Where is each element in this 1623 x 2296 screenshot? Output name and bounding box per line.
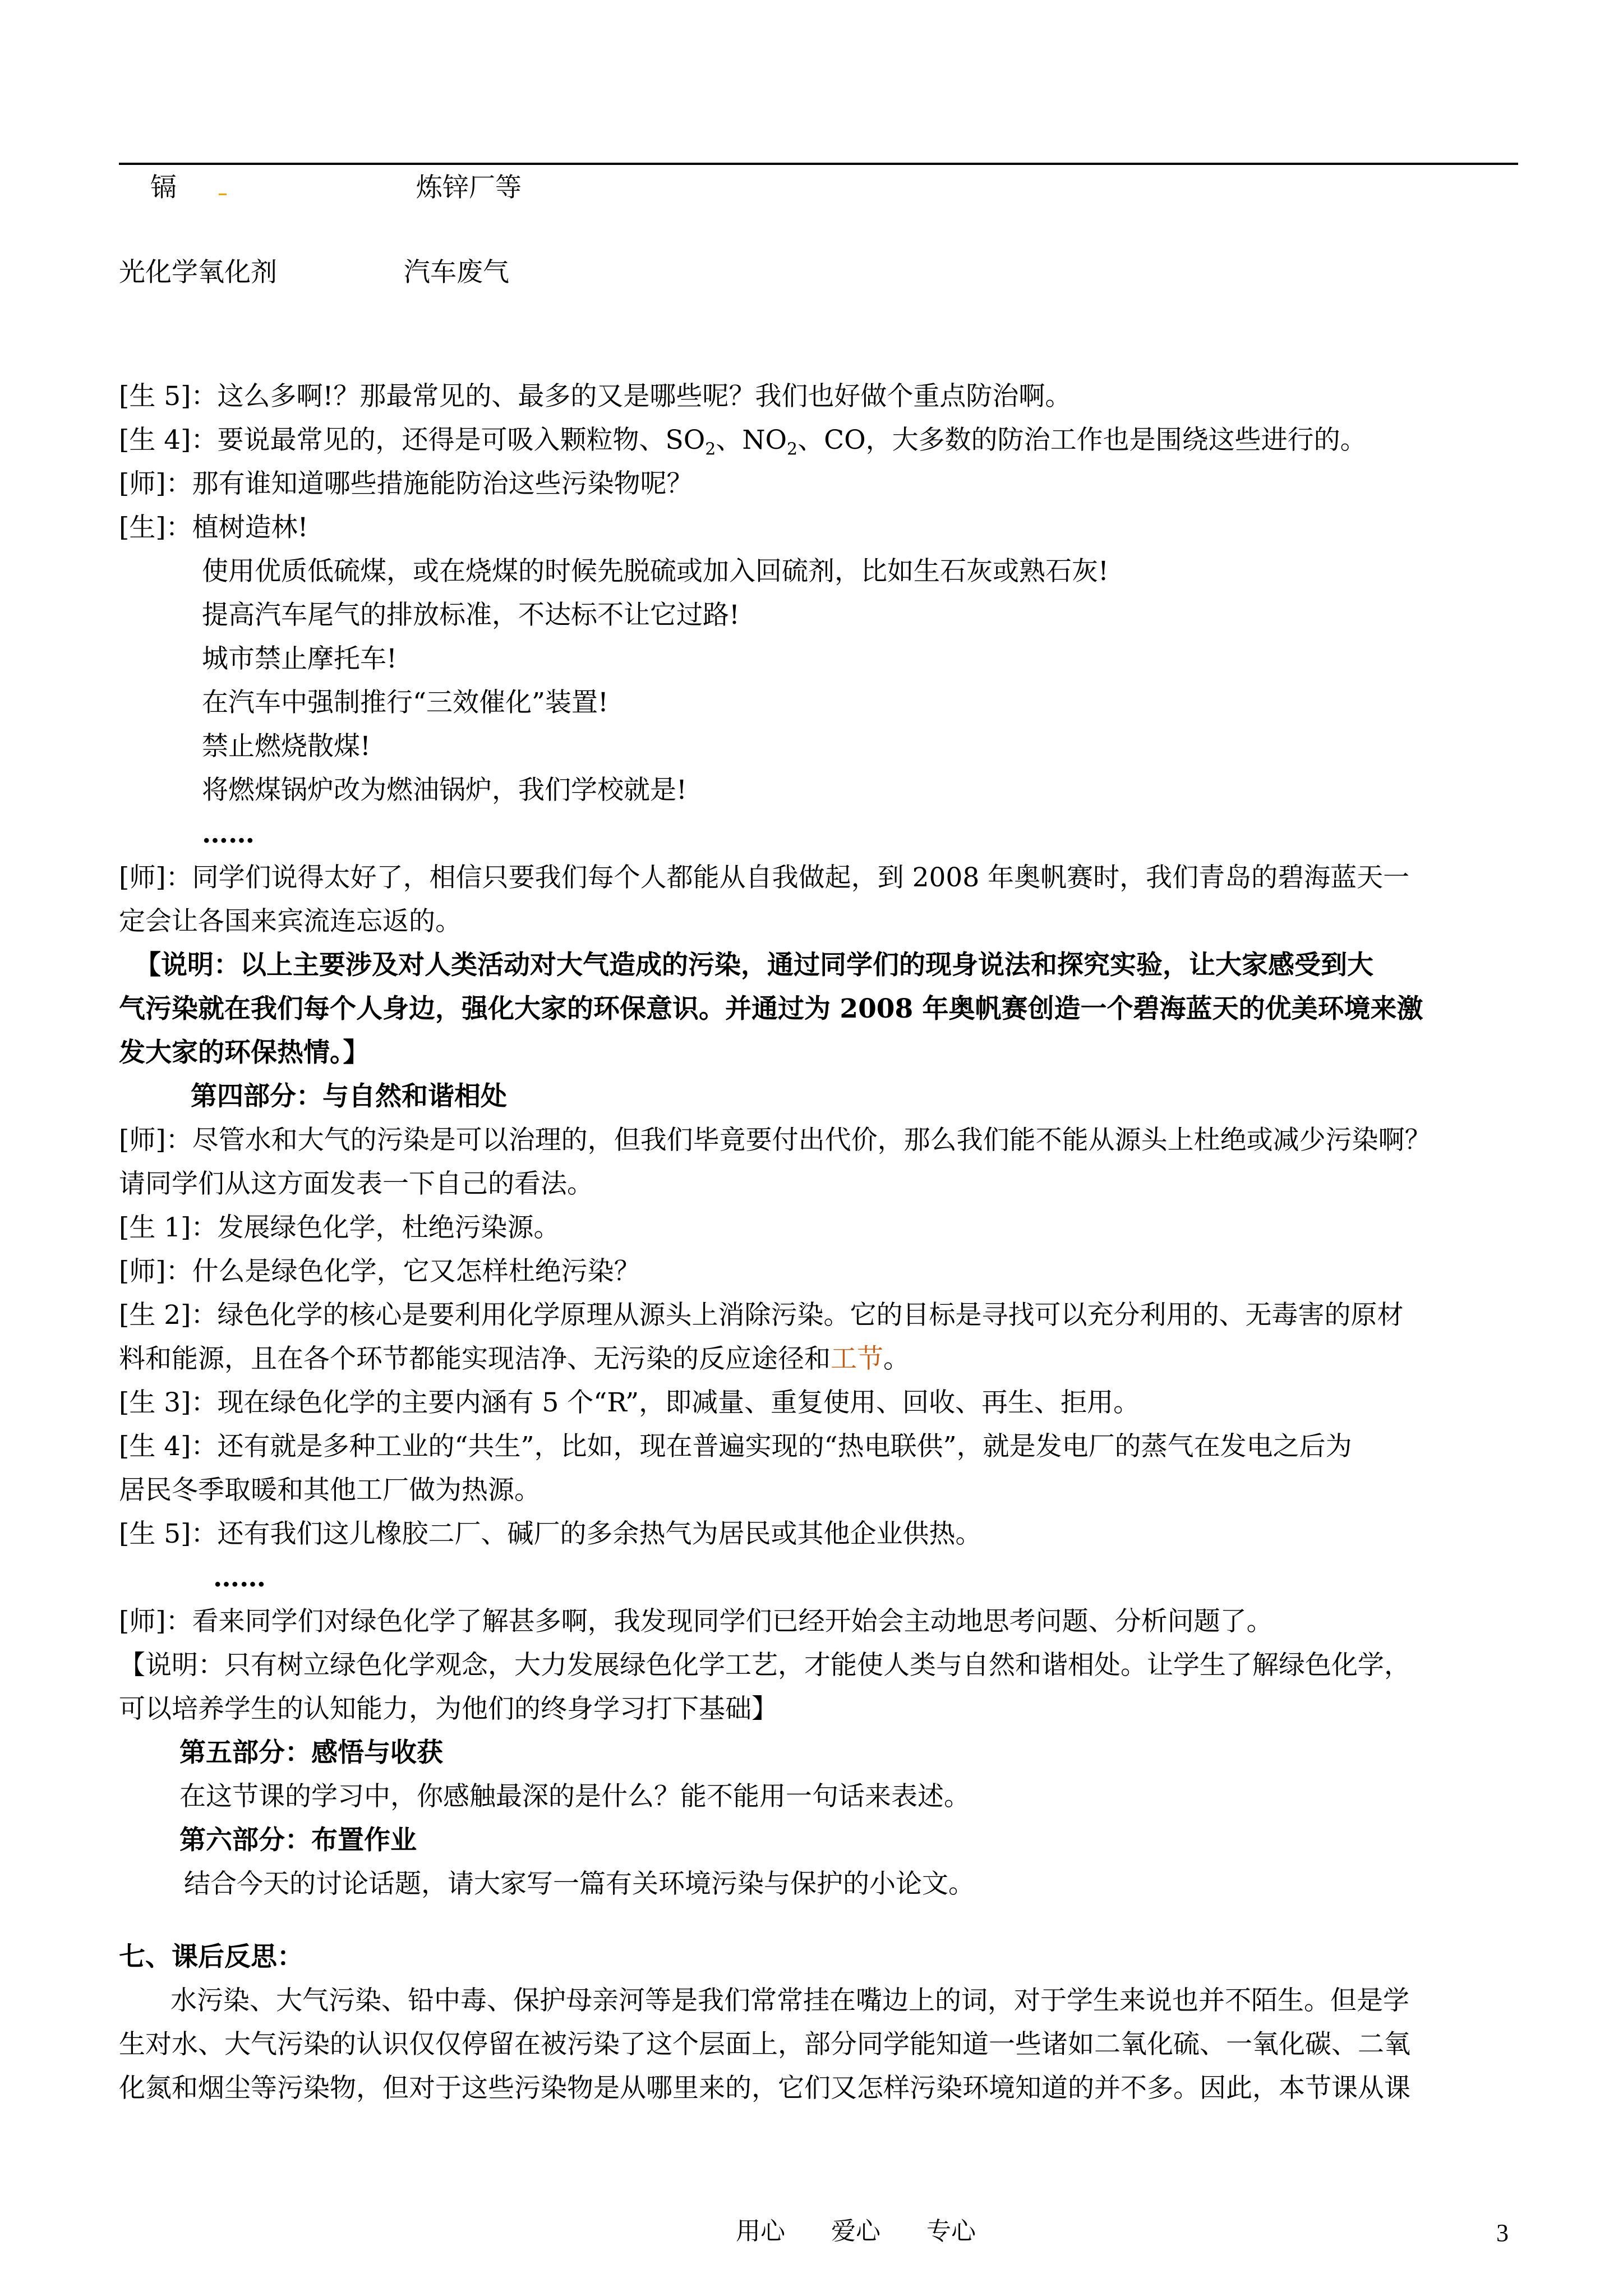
note1-line2: 气污染就在我们每个人身边，强化大家的环保意识。并通过为 2008 年奥帆赛创造一个碧海蓝天的优美环境来激 — [119, 993, 1423, 1024]
table-cell-cadmium: 镉 — [150, 172, 177, 203]
highlight-mark — [219, 194, 227, 195]
note2-line1: 【说明：只有树立绿色化学观念，大力发展绿色化学工艺，才能使人类与自然和谐相处。让学生了解绿色化学， — [119, 1650, 1410, 1681]
answer-item: 在汽车中强制推行“三效催化”装置! — [202, 687, 608, 718]
student-answer: [生]：植树造林! — [119, 512, 308, 543]
part6-text: 结合今天的讨论话题，请大家写一篇有关环境污染与保护的小论文。 — [184, 1869, 975, 1899]
table-cell-zinc-plant: 炼锌厂等 — [416, 172, 522, 203]
section7-line2: 生对水、大气污染的认识仅仅停留在被污染了这个层面上，部分同学能知道一些诸如二氧化硫、一氧化碳、二氧 — [119, 2029, 1410, 2060]
part4-teacher-line1: [师]：尽管水和大气的污染是可以治理的，但我们毕竟要付出代价，那么我们能不能从源头上杜绝或减少污染啊？ — [119, 1125, 1431, 1156]
part5-text: 在这节课的学习中，你感触最深的是什么？能不能用一句话来表述。 — [179, 1781, 970, 1812]
part6-title: 第六部分：布置作业 — [179, 1825, 417, 1856]
answer-item: 将燃煤锅炉改为燃油锅炉，我们学校就是! — [202, 775, 687, 806]
student4-line: [生 4]：要说最常见的，还得是可吸入颗粒物、$SO_2$、$NO_2$、CO，大多数的防治工作也是围绕这些进行的。 — [119, 425, 1367, 459]
answer-item: 提高汽车尾气的排放标准，不达标不让它过路! — [202, 600, 740, 631]
footer-word: 专心 — [926, 2217, 976, 2246]
note2-line2: 可以培养学生的认知能力，为他们的终身学习打下基础】 — [119, 1694, 778, 1724]
part4-student2-line1: [生 2]：绿色化学的核心是要利用化学原理从源头上消除污染。它的目标是寻找可以充分利用的、无毒害的原材 — [119, 1300, 1404, 1331]
header-rule — [119, 163, 1518, 165]
answer-item: 禁止燃烧散煤! — [202, 731, 371, 762]
answer-item: 城市禁止摩托车! — [202, 643, 397, 674]
part4-ellipsis: …… — [213, 1562, 266, 1593]
page-number: 3 — [1496, 2219, 1509, 2247]
footer-word: 爱心 — [831, 2217, 880, 2246]
note1-line1: 【说明：以上主要涉及对人类活动对大气造成的污染，通过同学们的现身说法和探究实验，让大家感受到大 — [135, 950, 1373, 981]
teacher-question: [师]：那有谁知道哪些措施能防治这些污染物呢？ — [119, 468, 693, 499]
part4-teacher-summary: [师]：看来同学们对绿色化学了解甚多啊，我发现同学们已经开始会主动地思考问题、分析问题了。 — [119, 1606, 1273, 1637]
part4-student4-line1: [生 4]：还有就是多种工业的“共生”，比如，现在普遍实现的“热电联供”，就是发电厂的蒸气在发电之后为 — [119, 1431, 1352, 1462]
part4-student4-line2: 居民冬季取暖和其他工厂做为热源。 — [119, 1475, 541, 1506]
teacher-praise-line2: 定会让各国来宾流连忘返的。 — [119, 906, 462, 937]
part4-teacher-line2: 请同学们从这方面发表一下自己的看法。 — [119, 1168, 593, 1199]
footer-word: 用心 — [736, 2217, 785, 2246]
table-cell-car-exhaust: 汽车废气 — [404, 257, 509, 288]
table-cell-oxidant: 光化学氧化剂 — [119, 257, 277, 288]
note1-line3: 发大家的环保热情。】 — [119, 1037, 370, 1068]
part5-title: 第五部分：感悟与收获 — [179, 1737, 443, 1768]
student5-line: [生 5]：这么多啊!？那最常见的、最多的又是哪些呢？我们也好做个重点防治啊。 — [119, 381, 1072, 412]
part4-student2-line2: 料和能源，且在各个环节都能实现洁净、无污染的反应途径和工节。 — [119, 1343, 910, 1374]
part4-student1: [生 1]：发展绿色化学，杜绝污染源。 — [119, 1212, 560, 1243]
part4-teacher-q: [师]：什么是绿色化学，它又怎样杜绝污染？ — [119, 1256, 640, 1287]
section7-title: 七、课后反思： — [119, 1941, 303, 1972]
part4-student5: [生 5]：还有我们这儿橡胶二厂、碱厂的多余热气为居民或其他企业供热。 — [119, 1519, 982, 1549]
teacher-praise-line1: [师]：同学们说得太好了，相信只要我们每个人都能从自我做起，到 2008 年奥帆赛时，我们青岛的碧海蓝天一 — [119, 862, 1410, 893]
section7-line1: 水污染、大气污染、铅中毒、保护母亲河等是我们常常挂在嘴边上的词，对于学生来说也并不陌生。但是学 — [170, 1985, 1409, 2016]
part4-title: 第四部分：与自然和谐相处 — [191, 1081, 507, 1112]
part4-student3: [生 3]：现在绿色化学的主要内涵有 5 个“R”，即减量、重复使用、回收、再生、拒用。 — [119, 1387, 1140, 1418]
answer-ellipsis: …… — [202, 818, 255, 849]
section7-line3: 化氮和烟尘等污染物，但对于这些污染物是从哪里来的，它们又怎样污染环境知道的并不多。因此，本节课从课 — [119, 2073, 1410, 2104]
answer-item: 使用优质低硫煤，或在烧煤的时候先脱硫或加入回硫剂，比如生石灰或熟石灰! — [202, 556, 1109, 587]
